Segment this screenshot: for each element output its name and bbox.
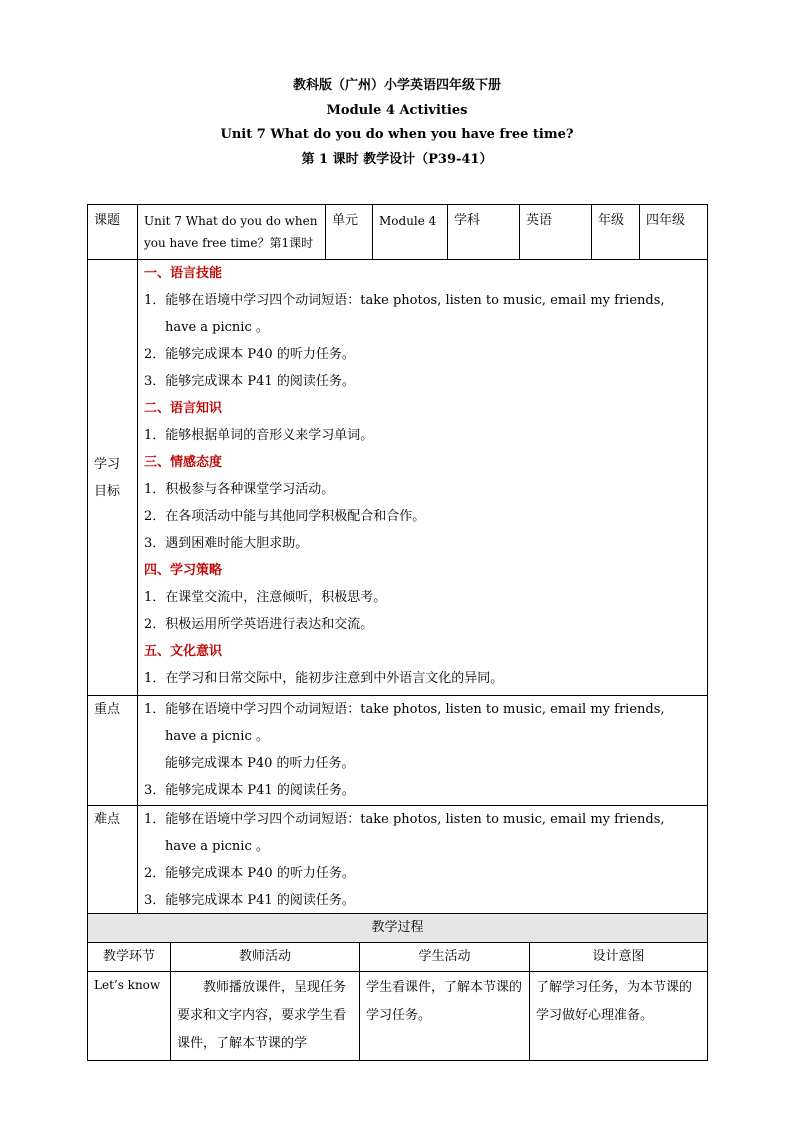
content-line: 能够完成课本 P40 的听力任务。	[165, 756, 355, 771]
section-heading: 三、情感态度	[144, 455, 223, 470]
content-line: 2．能够完成课本 P40 的听力任务。	[144, 347, 355, 362]
process-title: 教学过程	[88, 914, 708, 943]
content-line: 3．遇到困难时能大胆求助。	[144, 536, 309, 551]
content-line: 3．能够完成课本 P41 的阅读任务。	[144, 374, 355, 389]
section-heading: 一、语言技能	[144, 266, 223, 281]
section-heading: 五、文化意识	[144, 644, 223, 659]
unit-value: Module 4	[373, 205, 448, 260]
content-line: 1．能够在语境中学习四个动词短语：take photos, listen to music, email my friends,	[144, 702, 665, 717]
section-heading: 四、学习策略	[144, 563, 223, 578]
content-line: 1．在课堂交流中，注意倾听，积极思考。	[144, 590, 387, 605]
process-row	[88, 972, 708, 1061]
grade-value: 四年级	[640, 205, 708, 260]
topic-value: Unit 7 What do you do when you have free time？第1课时	[138, 205, 326, 260]
process-header-student: 学生活动	[360, 943, 530, 972]
key-points-row	[88, 696, 708, 806]
content-line: 3．能够完成课本 P41 的阅读任务。	[144, 893, 355, 908]
subject-label: 学科	[448, 205, 520, 260]
content-line: 1．能够在语境中学习四个动词短语：take photos, listen to music, email my friends,	[144, 812, 665, 827]
process-header-intent: 设计意图	[530, 943, 708, 972]
content-line: 1．能够根据单词的音形义来学习单词。	[144, 428, 374, 443]
content-line: 2．能够完成课本 P40 的听力任务。	[144, 866, 355, 881]
content-line: have a picnic 。	[165, 320, 269, 335]
subject-value: 英语	[520, 205, 592, 260]
info-row	[88, 205, 708, 260]
content-line: 2．在各项活动中能与其他同学积极配合和合作。	[144, 509, 426, 524]
topic-label: 课题	[88, 205, 138, 260]
content-line: 2．积极运用所学英语进行表达和交流。	[144, 617, 374, 632]
lesson-title: 第 1 课时 教学设计（P39-41）	[301, 152, 493, 167]
content-line: 3．能够完成课本 P41 的阅读任务。	[144, 783, 355, 798]
key-points-label: 重点	[88, 696, 138, 806]
lesson-info-table	[87, 204, 708, 917]
difficulties-label: 难点	[88, 806, 138, 917]
process-design-intent: 了解学习任务，为本节课的学习做好心理准备。	[530, 972, 708, 1061]
key-points-content	[138, 696, 708, 806]
objectives-label: 学习目标	[88, 260, 138, 696]
difficulties-row	[88, 806, 708, 917]
objectives-row	[88, 260, 708, 696]
content-line: have a picnic 。	[165, 839, 269, 854]
difficulties-content	[138, 806, 708, 917]
process-student-activity: 学生看课件，了解本节课的学习任务。	[360, 972, 530, 1061]
unit-label: 单元	[326, 205, 373, 260]
content-line: 1．在学习和日常交际中，能初步注意到中外语言文化的异同。	[144, 671, 504, 686]
doc-title: 教科版（广州）小学英语四年级下册	[292, 78, 501, 93]
process-teacher-activity: 教师播放课件，呈现任务要求和文字内容，要求学生看课件，了解本节课的学	[171, 972, 360, 1061]
grade-label: 年级	[592, 205, 640, 260]
objectives-content	[138, 260, 708, 696]
section-heading: 二、语言知识	[144, 401, 223, 416]
process-step: Let’s know	[88, 972, 171, 1061]
module-title: Module 4 Activities	[326, 103, 468, 118]
teaching-process-table	[87, 913, 708, 1061]
content-line: 1．积极参与各种课堂学习活动。	[144, 482, 335, 497]
process-header-step: 教学环节	[88, 943, 171, 972]
process-header-teacher: 教师活动	[171, 943, 360, 972]
unit-title: Unit 7 What do you do when you have free time?	[220, 127, 574, 142]
content-line: 1．能够在语境中学习四个动词短语：take photos, listen to music, email my friends,	[144, 293, 665, 308]
content-line: have a picnic 。	[165, 729, 269, 744]
